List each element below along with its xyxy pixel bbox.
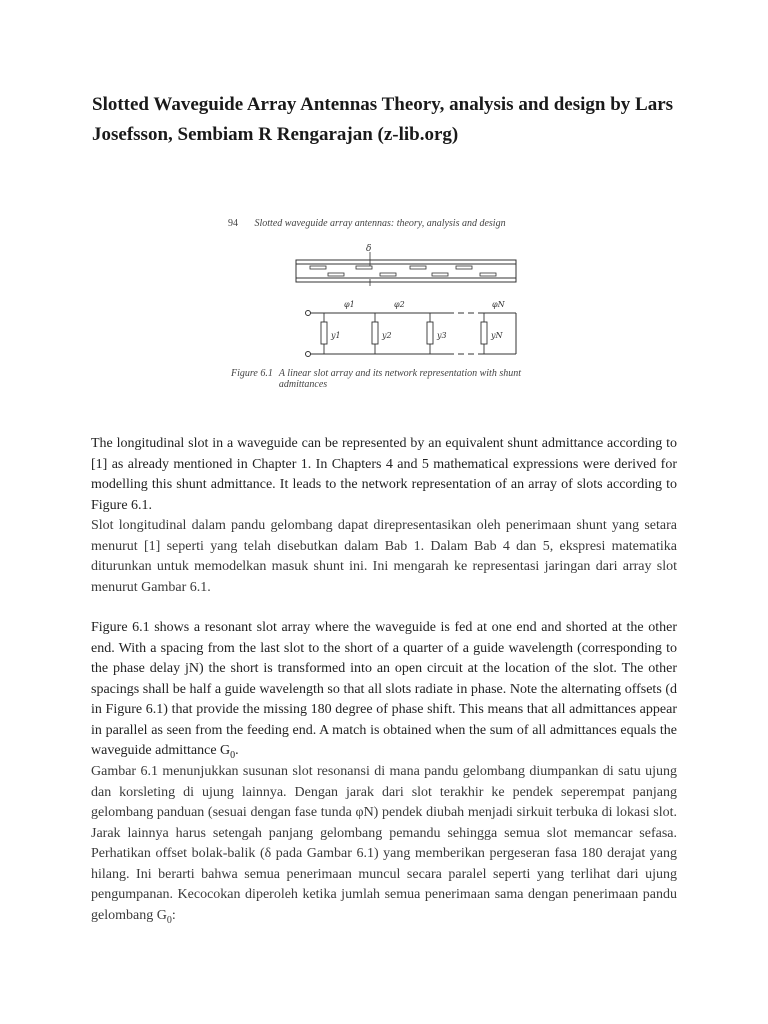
admittance-label-2: y2 [382,331,392,340]
phase-label-1: φ1 [344,300,355,309]
input-terminals [306,311,311,357]
paragraph-indonesian-2 [91,762,677,926]
paragraph-indonesian-1 [91,516,677,598]
paragraph-text: Slot longitudinal dalam pandu gelombang dapat direpresentasikan oleh penerimaan shunt yang setara menurut [1] seperti yang telah disebutkan dalam Bab 1. Dalam Bab 4 dan 5, ekspresi matematika diturunkan untuk memodelkan masuk shunt ini. Ini mengarah ke representasi jaringan dari array slot menurut Gambar 6.1. [91,518,677,595]
paragraph-english-2 [91,618,677,762]
paragraph-text: Figure 6.1 shows a resonant slot array where the waveguide is fed at one end and shorted at the other end. With a spacing from the last slot to the short of a quarter of a guide wavelength (corresponding to the phase delay jN) the short is transformed into an open circuit at the location of the slot. The other spacings shall be half a guide wavelength so that all slots radiate in phase. Note the alternating offsets (d in Figure 6.1) that provide the missing 180 degree of phase shift. This means that all admittances appear in parallel as seen from the feeding end. A match is obtained when the sum of all admittances equals the waveguide admittance G [91,620,677,758]
paragraph-text: Gambar 6.1 menunjukkan susunan slot resonansi di mana pandu gelombang diumpankan di satu ujung dan korsleting di ujung lainnya. Dengan jarak dari slot terakhir ke pendek seperempat panjang gelombang panduan (sesuai dengan fase tunda φN) pendek diubah menjadi sirkuit terbuka di lokasi slot. Jarak lainnya harus setengah panjang gelombang pemandu sehingga semua slot memancar sefasa. Perhatikan offset bolak-balik (δ pada Gambar 6.1) yang memberikan pergeseran fasa 180 derajat yang hilang. Ini berarti bahwa semua penerimaan muncul secara paralel seperti yang terlihat dari ujung pengumpanan. Kecocokan diperoleh ketika jumlah semua penerimaan sama dengan penerimaan pandu gelombang G [91,764,677,923]
paragraph-english-1 [91,434,677,516]
slots-lower [328,273,496,276]
running-header: Slotted waveguide array antennas: theory, analysis and design [254,218,506,229]
slots-upper [310,266,472,269]
phase-label-n: φN [492,300,505,309]
paragraph-tail: : [171,907,176,923]
figure-caption [231,368,561,390]
slot-array-diagram [228,214,558,374]
phase-label-2: φ2 [394,300,405,309]
figure-6-1 [228,214,558,400]
admittance-label-1: y1 [331,331,341,340]
page-number: 94 [228,218,238,229]
waveguide [296,260,516,282]
paragraph-text: The longitudinal slot in a waveguide can be represented by an equivalent shunt admittance according to [1] as already mentioned in Chapter 1. In Chapters 4 and 5 mathematical expressions were derived for modelling this shunt admittance. It leads to the network representation of an array of slots according to Figure 6.1. [91,436,677,513]
document-title: Slotted Waveguide Array Antennas Theory, analysis and design by Lars Josefsson, Sembiam R Rengarajan (z-lib.org) [92,94,674,145]
subscript-zero: 0 [166,914,172,926]
admittance-label-3: y3 [437,331,447,340]
paragraph-tail: . [235,743,239,758]
subscript-zero: 0 [230,749,236,761]
admittance-label-n: yN [491,331,503,340]
figure-caption-text: A linear slot array and its network representation with shunt admittances [278,368,521,390]
shunt-admittances [321,313,487,354]
figure-caption-label: Figure 6.1 [231,368,273,379]
delta-label: δ [366,244,372,254]
